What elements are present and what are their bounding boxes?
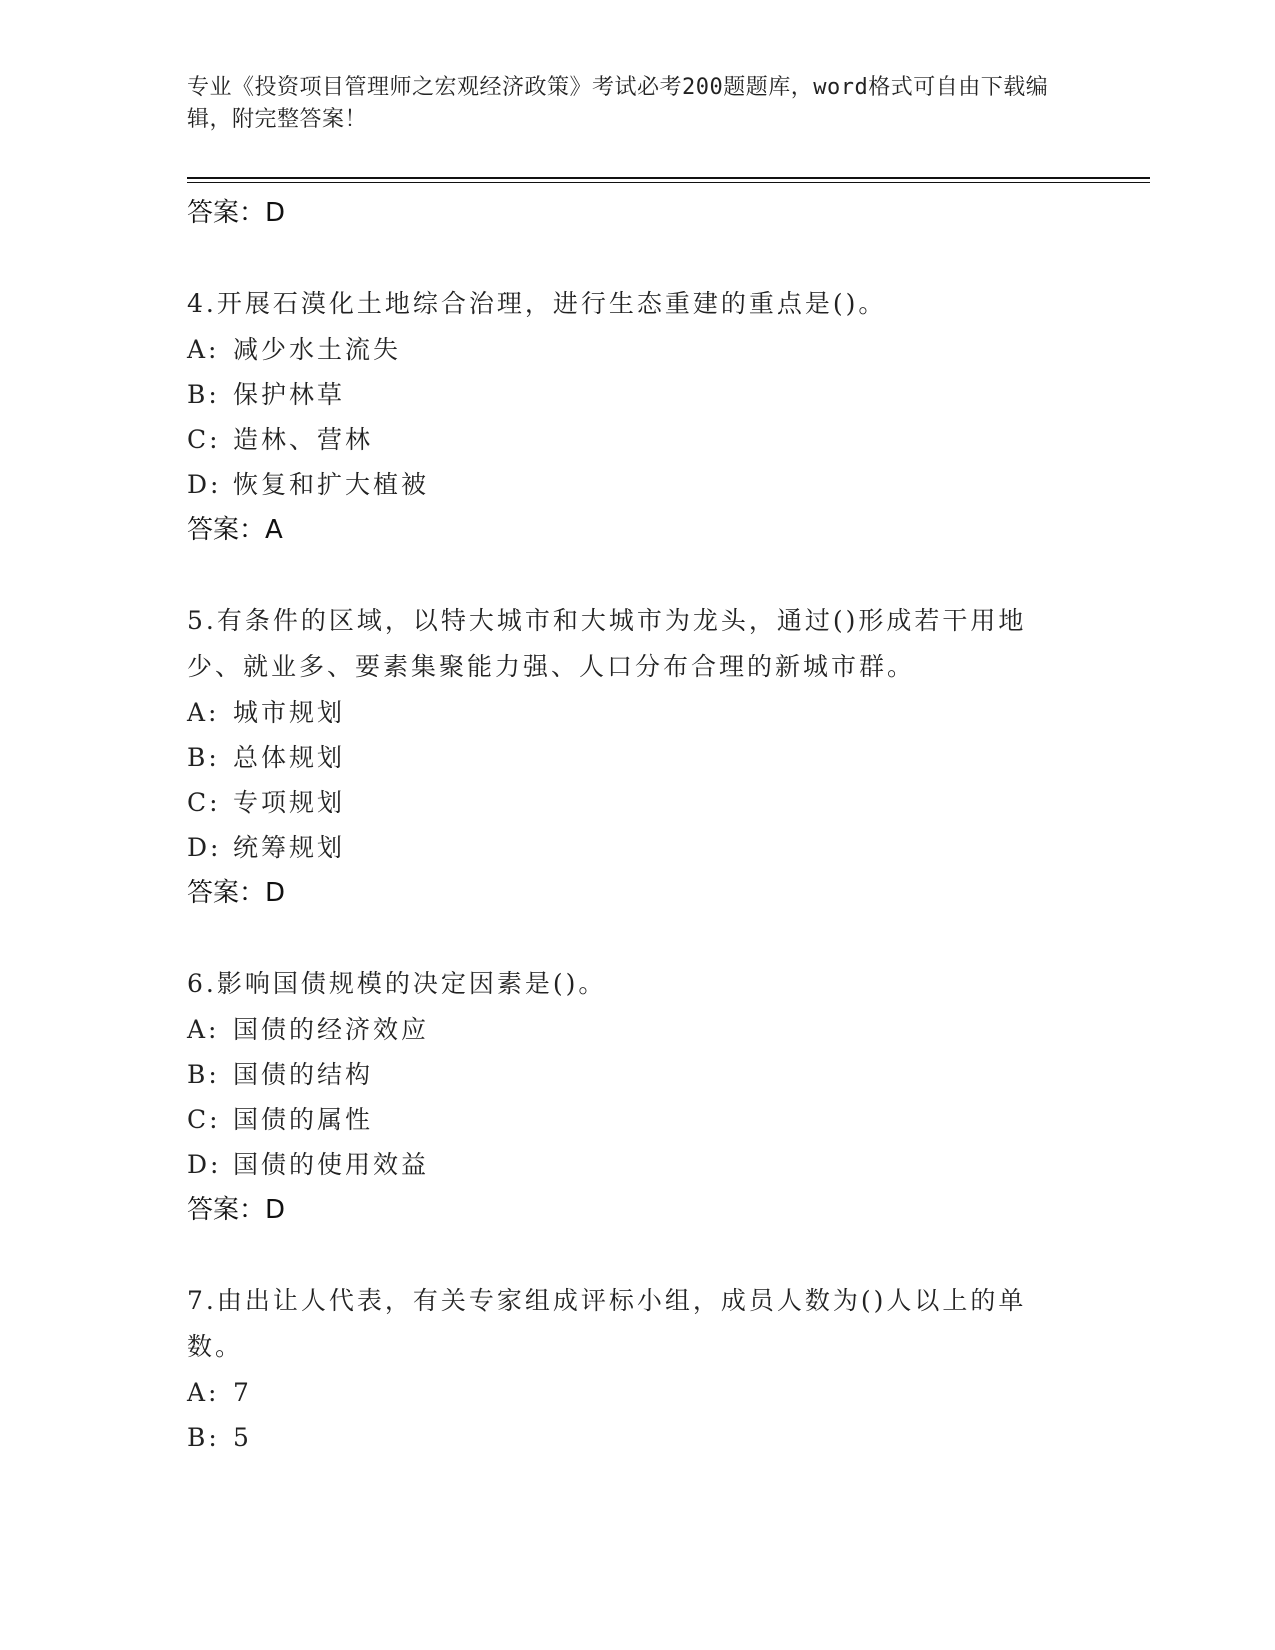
option-b [187, 735, 1067, 780]
option-text: 城市规划 [233, 698, 346, 727]
option-text: 统筹规划 [233, 833, 346, 862]
option-letter: C: [187, 1105, 221, 1134]
option-text: 国债的经济效应 [233, 1015, 430, 1044]
answer-line: 答案：D [187, 878, 286, 908]
option-d [187, 825, 1067, 870]
option-letter: D: [187, 833, 222, 862]
option-letter: A: [187, 1015, 220, 1044]
option-letter: A: [187, 698, 220, 727]
answer-line-q3: 答案：D [187, 198, 286, 228]
option-text: 国债的结构 [233, 1060, 374, 1089]
option-c [187, 417, 1067, 462]
option-text: 专项规划 [233, 788, 346, 817]
spacer [187, 236, 1067, 281]
option-a [187, 327, 1067, 372]
question-6 [187, 961, 1067, 1233]
option-letter: B: [187, 1060, 220, 1089]
option-b [187, 1052, 1067, 1097]
option-a [187, 1370, 1067, 1415]
question-stem: 6.影响国债规模的决定因素是()。 [187, 969, 607, 998]
option-a [187, 1007, 1067, 1052]
question-stem: 4.开展石漠化土地综合治理，进行生态重建的重点是()。 [187, 289, 887, 318]
option-c [187, 780, 1067, 825]
option-text: 造林、营林 [233, 425, 374, 454]
option-letter: A: [187, 1378, 220, 1407]
answer-line: 答案：D [187, 1195, 286, 1225]
spacer [187, 1233, 1067, 1278]
option-c [187, 1097, 1067, 1142]
question-stem: 7.由出让人代表，有关专家组成评标小组，成员人数为()人以上的单数。 [187, 1286, 1027, 1361]
option-text: 5 [233, 1423, 252, 1452]
option-text: 保护林草 [233, 380, 346, 409]
option-letter: A: [187, 335, 220, 364]
option-letter: B: [187, 380, 220, 409]
option-b [187, 1415, 1067, 1460]
spacer [187, 916, 1067, 961]
spacer [187, 553, 1067, 598]
option-d [187, 462, 1067, 507]
option-text: 恢复和扩大植被 [233, 470, 430, 499]
question-4 [187, 281, 1067, 553]
question-7 [187, 1278, 1067, 1460]
option-text: 国债的属性 [233, 1105, 374, 1134]
header-rule-thin [187, 182, 1150, 183]
option-letter: C: [187, 425, 221, 454]
option-text: 总体规划 [233, 743, 346, 772]
header-rule-thick [187, 177, 1150, 179]
question-stem: 5.有条件的区域，以特大城市和大城市为龙头，通过()形成若干用地少、就业多、要素集聚能力强、人口分布合理的新城市群。 [187, 606, 1027, 681]
option-d [187, 1142, 1067, 1187]
option-letter: C: [187, 788, 221, 817]
option-letter: D: [187, 1150, 222, 1179]
option-text: 减少水土流失 [233, 335, 402, 364]
question-list [187, 190, 1067, 1460]
option-a [187, 690, 1067, 735]
option-text: 7 [233, 1378, 252, 1407]
answer-line: 答案：A [187, 515, 283, 545]
document-header: 专业《投资项目管理师之宏观经济政策》考试必考200题题库，word格式可自由下载编辑，附完整答案！ [187, 75, 1049, 132]
option-letter: D: [187, 470, 222, 499]
option-b [187, 372, 1067, 417]
option-letter: B: [187, 743, 220, 772]
option-text: 国债的使用效益 [233, 1150, 430, 1179]
option-letter: B: [187, 1423, 220, 1452]
question-5 [187, 598, 1067, 916]
